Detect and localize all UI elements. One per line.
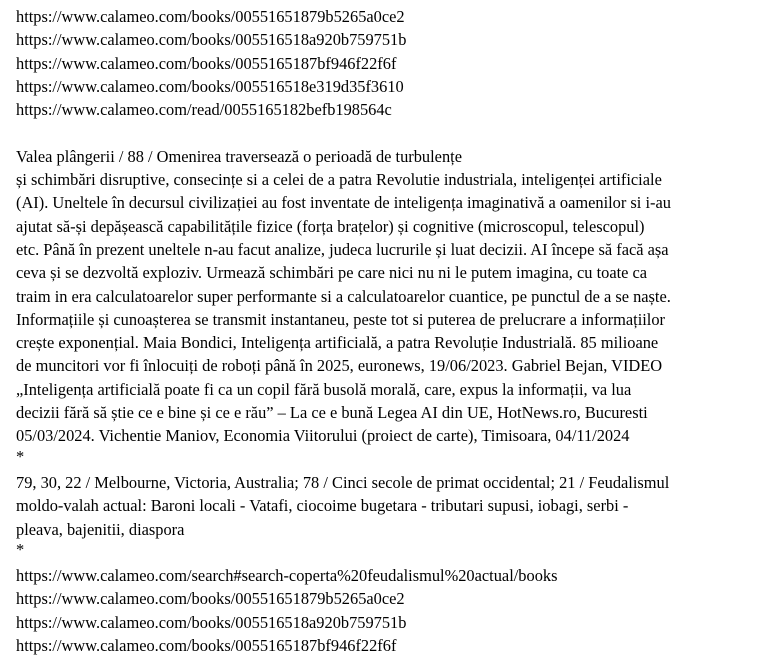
paragraph-feudalism	[16, 471, 766, 541]
paragraph-line: traim in era calculatoarelor super performante si a calculatoarelor cuantice, pe punctul de a se naște.	[16, 286, 671, 306]
link-text: https://www.calameo.com/search#search-coperta%20feudalismul%20actual/books	[16, 566, 558, 586]
link-text: https://www.calameo.com/books/00551651879b5265a0ce2	[16, 589, 405, 609]
paragraph-line: și schimbări disruptive, consecințe si a celei de a patra Revolutie industriala, inteligenței artificiale	[16, 170, 662, 190]
paragraph-line: moldo-valah actual: Baroni locali - Vatafi, ciocoime bugetara - tributari supusi, iobagi, serbi -	[16, 496, 629, 516]
paragraph-valea-plangerii	[16, 145, 766, 448]
link-text: https://www.calameo.com/books/005516518a920b759751b	[16, 612, 407, 632]
paragraph-line: Valea plângerii / 88 / Omenirea traversează o perioadă de turbulențe	[16, 146, 462, 166]
paragraph-line: ceva și se dezvoltă exploziv. Urmează schimbări pe care nici nu ni le putem imagina, cu toate ca	[16, 263, 648, 283]
link-text: https://www.calameo.com/read/0055165182befb198564c	[16, 100, 392, 120]
link-text: https://www.calameo.com/books/005516518a920b759751b	[16, 30, 407, 50]
paragraph-line: de muncitori vor fi înlocuiți de roboți până în 2025, euronews, 19/06/2023. Gabriel Bejan, VIDEO	[16, 356, 663, 376]
blank-line	[16, 121, 766, 144]
paragraph-line: decizii fără să știe ce e bine și ce e rău” – La ce e bună Legea AI din UE, HotNews.ro, Bucuresti	[16, 403, 648, 423]
links-bottom	[16, 564, 766, 657]
paragraph-line: etc. Până în prezent uneltele n-au facut analize, judeca lucrurile și luat decizii. AI începe să facă așa	[16, 239, 669, 259]
paragraph-line: Informațiile și cunoașterea se transmit instantaneu, peste tot si puterea de prelucrare a informațiilor	[16, 309, 666, 329]
link-text: https://www.calameo.com/books/00551651879b5265a0ce2	[16, 7, 405, 26]
paragraph-line: ajutat să-și depășească capabilitățile fizice (forța brațelor) și cognitive (microscopul, telescopul)	[16, 216, 645, 236]
paragraph-line: 79, 30, 22 / Melbourne, Victoria, Australia; 78 / Cinci secole de primat occidental; 21 / Feudalismul	[16, 472, 670, 492]
paragraph-line: 05/03/2024. Vichentie Maniov, Economia Viitorului (proiect de carte), Timisoara, 04/11/2024	[16, 426, 630, 446]
separator-asterisk: *	[16, 539, 25, 559]
links-top	[16, 5, 766, 121]
paragraph-line: „Inteligența artificială poate fi ca un copil fără busolă morală, care, expus la informații, va lua	[16, 379, 632, 399]
link-text: https://www.calameo.com/books/005516518e319d35f3610	[16, 76, 404, 96]
paragraph-line: crește exponențial. Maia Bondici, Inteligența artificială, a patra Revoluție Industrială. 85 milioane	[16, 333, 659, 353]
link-text: https://www.calameo.com/books/0055165187bf946f22f6f	[16, 636, 397, 656]
paragraph-line: pleava, bajenitii, diaspora	[16, 519, 185, 539]
paragraph-line: (AI). Uneltele în decursul civilizației au fost inventate de inteligența imaginativă a oamenilor si i-au	[16, 193, 671, 213]
link-text: https://www.calameo.com/books/0055165187bf946f22f6f	[16, 53, 397, 73]
separator-asterisk: *	[16, 446, 25, 466]
